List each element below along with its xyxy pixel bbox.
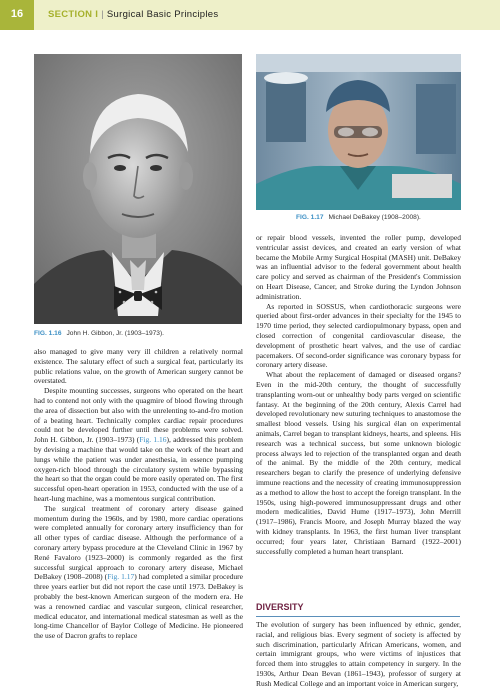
figure-reference-link[interactable]: Fig. 1.16 [139, 435, 167, 445]
figure-1-17-text: Michael DeBakey (1908–2008). [328, 214, 421, 221]
paragraph [34, 504, 243, 641]
section-heading-diversity: DIVERSITY [256, 602, 460, 617]
page-number-box [0, 0, 34, 30]
figure-1-17-caption [296, 214, 421, 221]
text-run: ), addressed this problem by devising a machine that would take on the work of the heart and lungs while the patient was under anesthesia, in essence pumping oxygen-rich blood through the circulatory system while bypassing the heart so that the organ could be more easily operated on. The first successful open-heart operation in 1953, conducted with the use of a heart-lung machine, was a momentous surgical contribution. [34, 435, 243, 503]
header-separator: | [101, 9, 104, 20]
figure-1-16-label: FIG. 1.16 [34, 330, 62, 337]
paragraph [34, 386, 243, 504]
paragraph: also managed to give many very ill children a relatively normal existence. The salutary effect of such a surgical feat, particularly its public relations value, on the growth of American surgery cannot be overstated. [34, 347, 243, 386]
text-run: ) had completed a similar procedure three years earlier but did not report the case until 1973. DeBakey is probably the best-known American surgeon of the modern era. He was a renowned cardiac and vascular surgeon, clinical researcher, medical educator, and international medical statesman as well as the long-time Chancellor of Baylor College of Medicine. He pioneered the use of Dacron grafts to replace [34, 572, 243, 641]
figure-1-17-label: FIG. 1.17 [296, 214, 324, 221]
section-label [48, 9, 218, 20]
text-run: Despite mounting successes, surgeons who operated on the heart had to contend not only with the quagmire of blood flowing through the area of dissection but also with the unrelenting to-and-fro motion of a beating heart. Technically complex cardiac repair procedures could not be developed further until these problems were solved. John H. Gibbon, Jr. (1903–1973) ( [34, 386, 243, 445]
debakey-photo [256, 54, 461, 210]
figure-1-16-text: John H. Gibbon, Jr. (1903–1973). [66, 330, 165, 337]
running-header [0, 0, 500, 30]
page-number: 16 [10, 8, 24, 20]
left-column [34, 347, 243, 641]
figure-reference-link[interactable]: Fig. 1.17 [107, 572, 135, 582]
paragraph: The evolution of surgery has been influenced by ethnic, gender, racial, and religious bias. Every segment of society is affected by such discrimination, particularly African Americans, women, and certain immigrant groups, who were victims of injustices that forced them into struggles to attain competency in surgery. In the 1930s, Arthur Dean Bevan (1861–1943), professor of surgery at Rush Medical College and an important voice in American surgery, [256, 620, 461, 688]
paragraph: As reported in SOSSUS, when cardiothoracic surgeons were queried about first-order advances in their specialty for the 1945 to 1970 time period, they selected cardiopulmonary bypass, open and closed correction of congenital cardiovascular disease, the development of prosthetic heart valves, and the use of cardiac pacemakers. Of second-order significance was coronary bypass for coronary artery disease. [256, 301, 461, 370]
right-column-lower [256, 620, 461, 689]
text-run: The surgical treatment of coronary artery disease gained momentum during the 1960s, and by 1980, more cardiac operations were completed annually for coronary artery insufficiency than for all other types of cardiac disease. Although the performance of a coronary artery bypass procedure at the Cleveland Clinic in 1967 by René Favaloro (1923–2000) is commonly regarded as the first successful surgical approach to coronary artery disease, Michael DeBakey (1908–2008) ( [34, 503, 243, 582]
section-number: SECTION I [48, 9, 99, 20]
right-column-upper [256, 233, 461, 556]
figure-1-16-caption [34, 330, 164, 337]
paragraph: or repair blood vessels, invented the roller pump, developed ventricular assist devices, and created an early version of what became the Mobile Army Surgical Hospital (MASH) unit. DeBakey was an influential advisor to the federal government about health care policy and served as chairman of the President's Commission on Heart Disease, Cancer, and Stroke during the Lyndon Johnson administration. [256, 233, 461, 301]
gibbon-portrait-photo [34, 54, 242, 324]
chapter-title: Surgical Basic Principles [106, 9, 219, 20]
paragraph: What about the replacement of damaged or diseased organs? Even in the mid-20th century, the thought of successfully transplanting worn-out or unhealthy body parts verged on scientific fantasy. At the beginning of the 20th century, Alexis Carrel had developed revolutionary new suturing techniques to anastomose the smallest blood vessels. Using his surgical élan on experimental animals, Carrel began to transplant kidneys, hearts, and spleens. His research was a technical success, but some unknown biologic process always led to rejection of the transplanted organ and death of the animal. By the middle of the 20th century, medical researchers began to clarify the presence of underlying defensive immune reactions and the necessity of creating immunosuppression as a method to allow the host to accept the foreign transplant. In the 1950s, using high-powered immunosuppressant drugs and other modern medicalities, David Hume (1917–1973), John Merrill (1917–1986), Francis Moore, and Joseph Murray blazed the way with kidney transplants. In 1963, the first human liver transplant occurred; four years later, Christiaan Barnard (1922–2001) successfully completed a human heart transplant. [256, 370, 461, 556]
